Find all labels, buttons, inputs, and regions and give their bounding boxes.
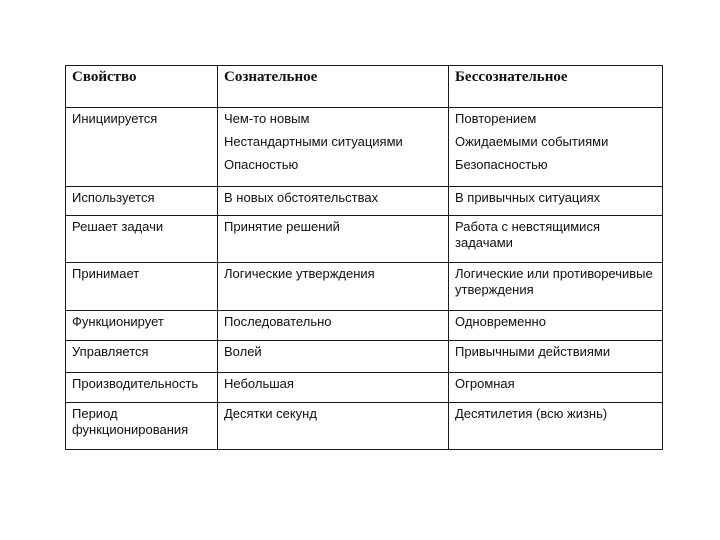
table-row (66, 263, 663, 311)
property-cell: Решает задачи (66, 216, 218, 263)
table-row (66, 341, 663, 373)
conscious-cell: Небольшая (218, 373, 449, 403)
header-conscious: Сознательное (218, 66, 449, 108)
unconscious-cell: Привычными действиями (449, 341, 663, 373)
conscious-cell (218, 108, 449, 187)
property-cell: Функционирует (66, 311, 218, 341)
unconscious-cell (449, 108, 663, 187)
property-cell: Производительность (66, 373, 218, 403)
unconscious-cell: Одновременно (449, 311, 663, 341)
conscious-cell: Десятки секунд (218, 403, 449, 450)
unconscious-cell: Работа с невстящимися задачами (449, 216, 663, 263)
unconscious-cell: Десятилетия (всю жизнь) (449, 403, 663, 450)
conscious-line: Опасностью (224, 157, 299, 172)
table-row (66, 311, 663, 341)
unconscious-line: Ожидаемыми событиями (455, 134, 609, 149)
table-row (66, 403, 663, 450)
conscious-cell: Волей (218, 341, 449, 373)
header-property: Свойство (66, 66, 218, 108)
unconscious-cell: В привычных ситуациях (449, 187, 663, 216)
conscious-cell: Принятие решений (218, 216, 449, 263)
property-cell: Управляется (66, 341, 218, 373)
table-row (66, 108, 663, 187)
unconscious-line: Безопасностью (455, 157, 548, 172)
unconscious-line: Повторением (455, 111, 537, 126)
unconscious-cell: Огромная (449, 373, 663, 403)
table-row (66, 373, 663, 403)
property-cell: Инициируется (66, 108, 218, 187)
conscious-cell: Последовательно (218, 311, 449, 341)
conscious-line: Нестандартными ситуациями (224, 134, 403, 149)
table-header-row (66, 66, 663, 108)
property-cell: Период функционирования (66, 403, 218, 450)
header-unconscious: Бессознательное (449, 66, 663, 108)
table-row (66, 187, 663, 216)
table-row (66, 216, 663, 263)
conscious-line: Чем-то новым (224, 111, 310, 126)
property-cell: Используется (66, 187, 218, 216)
properties-table (65, 65, 663, 450)
unconscious-cell: Логические или противоречивые утверждения (449, 263, 663, 311)
property-cell: Принимает (66, 263, 218, 311)
conscious-cell: Логические утверждения (218, 263, 449, 311)
conscious-cell: В новых обстоятельствах (218, 187, 449, 216)
